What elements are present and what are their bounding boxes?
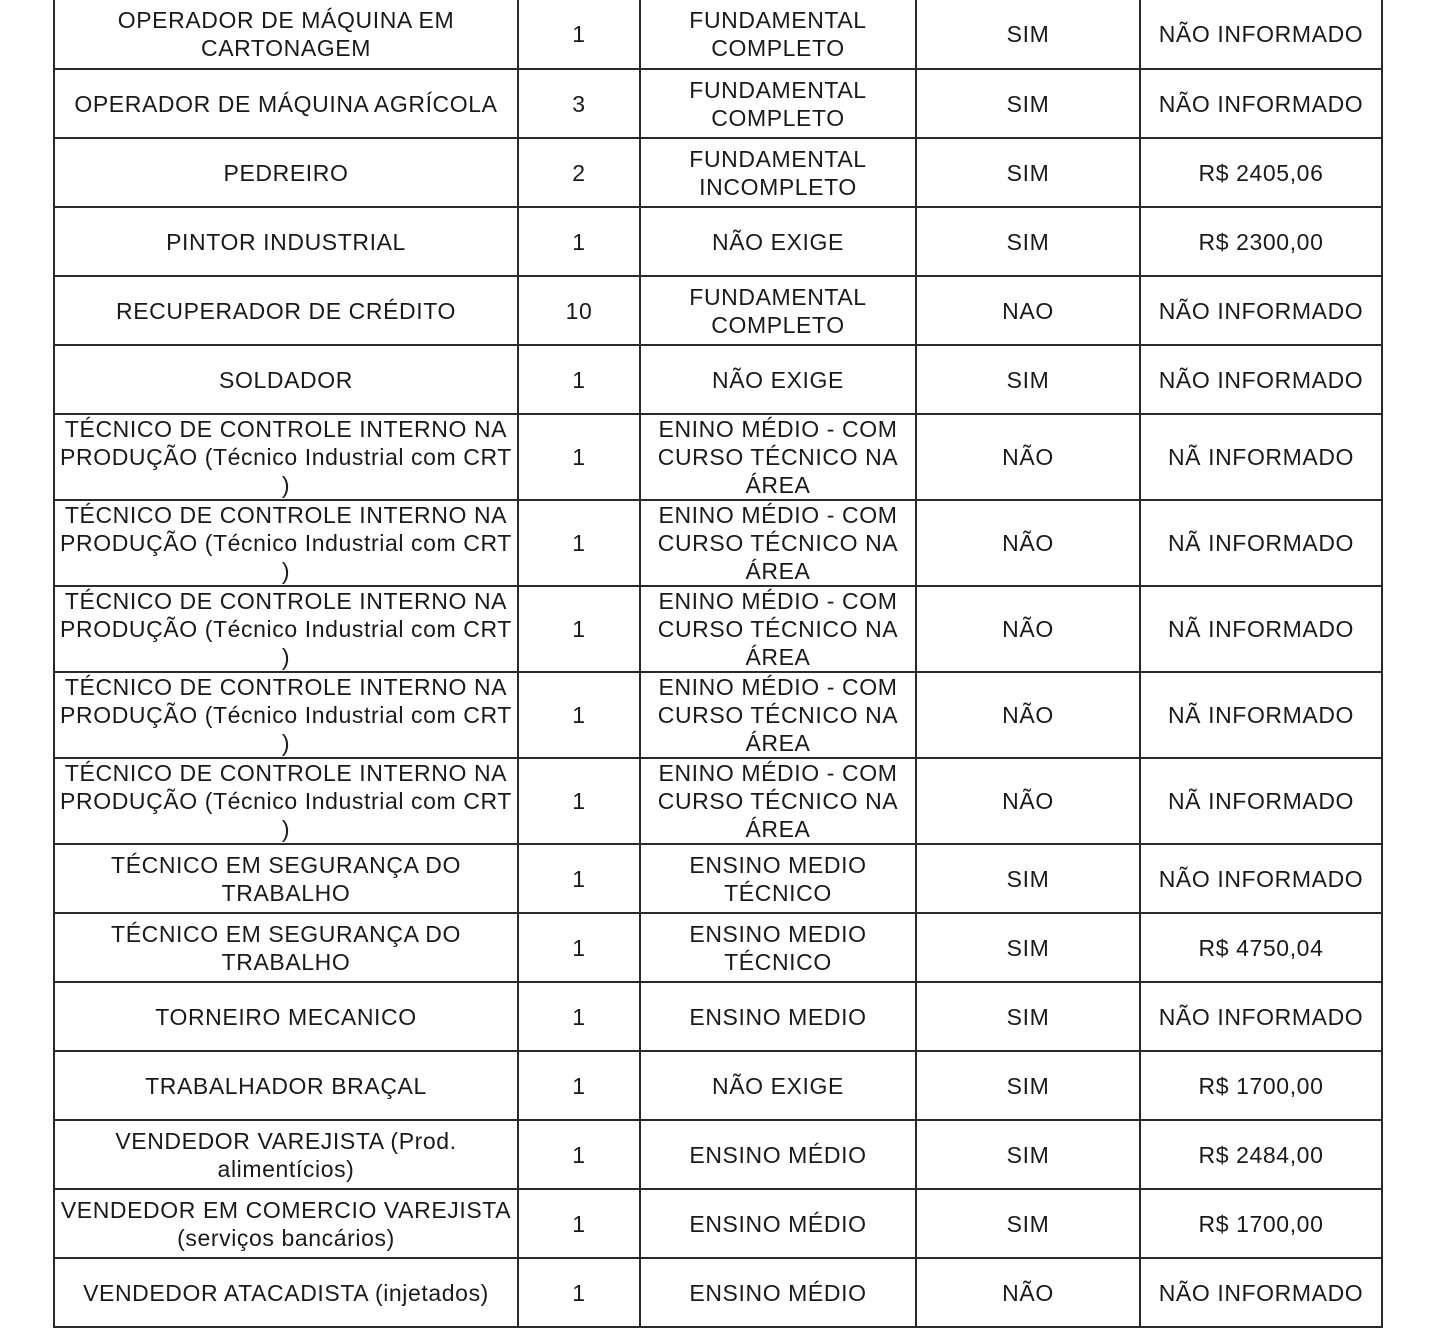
vacancies-cell <box>518 500 640 586</box>
table-row <box>54 138 1382 207</box>
salary-cell <box>1140 276 1382 345</box>
job-title-cell <box>54 1189 518 1258</box>
salary-cell-text: R$ 2300,00 <box>1198 228 1324 255</box>
salary-cell <box>1140 844 1382 913</box>
job-title-cell <box>54 758 518 844</box>
job-title-cell <box>54 345 518 414</box>
salary-cell-text: R$ 1700,00 <box>1198 1072 1324 1099</box>
education-cell-text: FUNDAMENTAL COMPLETO <box>689 7 867 61</box>
experience-cell <box>916 1120 1140 1189</box>
vacancies-cell <box>518 414 640 500</box>
vacancies-cell <box>518 586 640 672</box>
vacancies-cell <box>518 672 640 758</box>
education-cell-text: FUNDAMENTAL COMPLETO <box>689 76 867 131</box>
education-cell-text: FUNDAMENTAL COMPLETO <box>689 283 867 338</box>
education-cell-text: ENSINO MÉDIO <box>689 1279 867 1306</box>
table-row <box>54 982 1382 1051</box>
table-row <box>54 672 1382 758</box>
salary-cell <box>1140 207 1382 276</box>
job-title-cell <box>54 586 518 672</box>
salary-cell <box>1140 672 1382 758</box>
job-title-cell-text: RECUPERADOR DE CRÉDITO <box>116 297 456 324</box>
table-row <box>54 913 1382 982</box>
vacancies-cell-text: 1 <box>572 444 586 470</box>
education-cell-text: NÃO EXIGE <box>712 1072 844 1099</box>
vacancies-cell-text: 1 <box>572 702 586 728</box>
experience-cell <box>916 586 1140 672</box>
experience-cell-text: SIM <box>1006 366 1050 393</box>
table-row <box>54 758 1382 844</box>
salary-cell-text: NÃO INFORMADO <box>1158 1279 1364 1306</box>
education-cell-text: ENINO MÉDIO - COM CURSO TÉCNICO NA ÁREA <box>657 502 899 584</box>
vacancies-cell <box>518 1051 640 1120</box>
vacancies-cell <box>518 1189 640 1258</box>
experience-cell-text: NÃO <box>1002 788 1054 814</box>
vacancies-cell-text: 10 <box>565 297 593 324</box>
experience-cell <box>916 414 1140 500</box>
experience-cell-text: SIM <box>1006 934 1050 961</box>
experience-cell-text: NAO <box>1002 297 1054 324</box>
education-cell <box>640 138 916 207</box>
salary-cell-text: NÃO INFORMADO <box>1158 297 1364 324</box>
experience-cell-text: SIM <box>1006 865 1050 892</box>
vacancies-cell-text: 1 <box>572 21 586 47</box>
job-title-cell <box>54 276 518 345</box>
vacancies-cell <box>518 1120 640 1189</box>
experience-cell <box>916 758 1140 844</box>
table-row <box>54 586 1382 672</box>
table-row <box>54 1051 1382 1120</box>
table-row <box>54 0 1382 69</box>
vacancies-cell <box>518 1258 640 1327</box>
experience-cell <box>916 207 1140 276</box>
job-title-cell-text: TÉCNICO DE CONTROLE INTERNO NA PRODUÇÃO (Técnico Industrial com CRT ) <box>60 588 512 670</box>
vacancies-cell-text: 1 <box>572 616 586 642</box>
salary-cell-text: NÃO INFORMADO <box>1158 1003 1364 1030</box>
education-cell-text: ENSINO MEDIO TÉCNICO <box>689 851 867 906</box>
education-cell-text: FUNDAMENTAL INCOMPLETO <box>689 145 867 200</box>
job-title-cell-text: VENDEDOR VAREJISTA (Prod. alimentícios) <box>115 1127 457 1182</box>
vacancies-cell-text: 2 <box>572 159 586 186</box>
education-cell <box>640 1189 916 1258</box>
job-title-cell-text: TÉCNICO EM SEGURANÇA DO TRABALHO <box>111 920 461 975</box>
salary-cell-text: NÃO INFORMADO <box>1158 865 1364 892</box>
job-title-cell <box>54 1051 518 1120</box>
education-cell <box>640 1258 916 1327</box>
table-row <box>54 207 1382 276</box>
experience-cell <box>916 500 1140 586</box>
vacancies-cell-text: 1 <box>572 788 586 814</box>
table-row <box>54 500 1382 586</box>
salary-cell <box>1140 1051 1382 1120</box>
job-title-cell-text: OPERADOR DE MÁQUINA AGRÍCOLA <box>74 90 498 117</box>
job-title-cell <box>54 1258 518 1327</box>
education-cell <box>640 913 916 982</box>
job-title-cell-text: TÉCNICO DE CONTROLE INTERNO NA PRODUÇÃO (Técnico Industrial com CRT ) <box>60 674 512 756</box>
education-cell <box>640 672 916 758</box>
salary-cell <box>1140 758 1382 844</box>
experience-cell <box>916 345 1140 414</box>
salary-cell-text: NÃO INFORMADO <box>1158 21 1364 47</box>
salary-cell <box>1140 1189 1382 1258</box>
experience-cell <box>916 982 1140 1051</box>
job-title-cell <box>54 207 518 276</box>
salary-cell-text: NÃ INFORMADO <box>1167 530 1355 556</box>
education-cell <box>640 982 916 1051</box>
education-cell-text: NÃO EXIGE <box>712 366 844 393</box>
vacancies-cell-text: 1 <box>572 228 586 255</box>
job-title-cell-text: PEDREIRO <box>223 159 349 186</box>
experience-cell <box>916 0 1140 69</box>
salary-cell-text: NÃO INFORMADO <box>1158 90 1364 117</box>
vacancies-cell-text: 1 <box>572 1210 586 1237</box>
job-title-cell <box>54 982 518 1051</box>
education-cell <box>640 1120 916 1189</box>
vacancies-cell <box>518 345 640 414</box>
education-cell-text: ENSINO MÉDIO <box>689 1141 867 1168</box>
table-body <box>54 0 1382 1327</box>
education-cell-text: ENINO MÉDIO - COM CURSO TÉCNICO NA ÁREA <box>657 588 899 670</box>
experience-cell <box>916 672 1140 758</box>
experience-cell <box>916 138 1140 207</box>
job-title-cell <box>54 0 518 69</box>
salary-cell-text: R$ 4750,04 <box>1198 934 1324 961</box>
job-title-cell <box>54 414 518 500</box>
salary-cell <box>1140 500 1382 586</box>
education-cell <box>640 844 916 913</box>
education-cell-text: ENINO MÉDIO - COM CURSO TÉCNICO NA ÁREA <box>657 674 899 756</box>
salary-cell <box>1140 1258 1382 1327</box>
experience-cell-text: SIM <box>1006 1003 1050 1030</box>
table-row <box>54 1120 1382 1189</box>
experience-cell-text: NÃO <box>1002 444 1054 470</box>
salary-cell <box>1140 913 1382 982</box>
vacancies-cell-text: 1 <box>572 366 586 393</box>
education-cell <box>640 345 916 414</box>
salary-cell <box>1140 345 1382 414</box>
vacancies-cell-text: 1 <box>572 934 586 961</box>
job-vacancies-table <box>53 0 1383 1328</box>
salary-cell <box>1140 138 1382 207</box>
table-row <box>54 414 1382 500</box>
vacancies-cell <box>518 844 640 913</box>
experience-cell <box>916 844 1140 913</box>
job-title-cell <box>54 1120 518 1189</box>
vacancies-cell-text: 1 <box>572 1141 586 1168</box>
vacancies-cell <box>518 276 640 345</box>
job-title-cell-text: PINTOR INDUSTRIAL <box>166 228 406 255</box>
experience-cell <box>916 913 1140 982</box>
job-title-cell-text: SOLDADOR <box>219 366 353 393</box>
experience-cell <box>916 276 1140 345</box>
table-row <box>54 69 1382 138</box>
experience-cell-text: SIM <box>1006 21 1050 47</box>
job-title-cell <box>54 844 518 913</box>
vacancies-cell-text: 1 <box>572 1003 586 1030</box>
vacancies-cell <box>518 913 640 982</box>
experience-cell <box>916 1051 1140 1120</box>
job-title-cell <box>54 500 518 586</box>
vacancies-cell <box>518 138 640 207</box>
salary-cell-text: NÃ INFORMADO <box>1167 616 1355 642</box>
experience-cell-text: SIM <box>1006 159 1050 186</box>
job-title-cell-text: VENDEDOR EM COMERCIO VAREJISTA (serviços bancários) <box>60 1196 512 1251</box>
salary-cell-text: NÃ INFORMADO <box>1167 444 1355 470</box>
job-title-cell-text: TORNEIRO MECANICO <box>155 1003 417 1030</box>
experience-cell <box>916 1189 1140 1258</box>
vacancies-cell <box>518 758 640 844</box>
experience-cell <box>916 69 1140 138</box>
experience-cell-text: SIM <box>1006 1072 1050 1099</box>
education-cell <box>640 586 916 672</box>
experience-cell-text: SIM <box>1006 1210 1050 1237</box>
education-cell <box>640 276 916 345</box>
vacancies-cell-text: 3 <box>572 90 586 117</box>
education-cell <box>640 758 916 844</box>
salary-cell <box>1140 982 1382 1051</box>
table-row <box>54 1258 1382 1327</box>
vacancies-cell <box>518 207 640 276</box>
education-cell-text: ENINO MÉDIO - COM CURSO TÉCNICO NA ÁREA <box>657 416 899 498</box>
salary-cell <box>1140 69 1382 138</box>
vacancies-cell <box>518 0 640 69</box>
vacancies-cell <box>518 69 640 138</box>
job-title-cell <box>54 913 518 982</box>
job-title-cell-text: VENDEDOR ATACADISTA (injetados) <box>83 1279 489 1306</box>
table-row <box>54 1189 1382 1258</box>
experience-cell-text: NÃO <box>1002 530 1054 556</box>
experience-cell <box>916 1258 1140 1327</box>
job-title-cell-text: TRABALHADOR BRAÇAL <box>145 1072 427 1099</box>
salary-cell <box>1140 414 1382 500</box>
salary-cell <box>1140 586 1382 672</box>
table-row <box>54 276 1382 345</box>
salary-cell <box>1140 0 1382 69</box>
education-cell <box>640 0 916 69</box>
experience-cell-text: NÃO <box>1002 616 1054 642</box>
vacancies-cell-text: 1 <box>572 530 586 556</box>
salary-cell-text: R$ 1700,00 <box>1198 1210 1324 1237</box>
job-title-cell-text: OPERADOR DE MÁQUINA EM CARTONAGEM <box>117 7 455 61</box>
job-listing-page <box>53 0 1381 1328</box>
education-cell <box>640 207 916 276</box>
education-cell <box>640 1051 916 1120</box>
experience-cell-text: NÃO <box>1002 1279 1054 1306</box>
salary-cell-text: R$ 2484,00 <box>1198 1141 1324 1168</box>
vacancies-cell-text: 1 <box>572 865 586 892</box>
table-row <box>54 345 1382 414</box>
job-title-cell <box>54 138 518 207</box>
vacancies-cell-text: 1 <box>572 1279 586 1306</box>
salary-cell-text: NÃO INFORMADO <box>1158 366 1364 393</box>
education-cell <box>640 414 916 500</box>
education-cell-text: ENINO MÉDIO - COM CURSO TÉCNICO NA ÁREA <box>657 760 899 842</box>
table-row <box>54 844 1382 913</box>
vacancies-cell <box>518 982 640 1051</box>
experience-cell-text: SIM <box>1006 1141 1050 1168</box>
salary-cell-text: R$ 2405,06 <box>1198 159 1324 186</box>
education-cell-text: ENSINO MEDIO TÉCNICO <box>689 920 867 975</box>
job-title-cell <box>54 69 518 138</box>
education-cell <box>640 500 916 586</box>
experience-cell-text: SIM <box>1006 228 1050 255</box>
job-title-cell-text: TÉCNICO DE CONTROLE INTERNO NA PRODUÇÃO (Técnico Industrial com CRT ) <box>60 416 512 498</box>
job-title-cell-text: TÉCNICO DE CONTROLE INTERNO NA PRODUÇÃO (Técnico Industrial com CRT ) <box>60 760 512 842</box>
salary-cell-text: NÃ INFORMADO <box>1167 788 1355 814</box>
salary-cell-text: NÃ INFORMADO <box>1167 702 1355 728</box>
education-cell <box>640 69 916 138</box>
job-title-cell-text: TÉCNICO EM SEGURANÇA DO TRABALHO <box>111 851 461 906</box>
experience-cell-text: SIM <box>1006 90 1050 117</box>
education-cell-text: ENSINO MÉDIO <box>689 1210 867 1237</box>
vacancies-cell-text: 1 <box>572 1072 586 1099</box>
education-cell-text: NÃO EXIGE <box>712 228 844 255</box>
education-cell-text: ENSINO MEDIO <box>689 1003 867 1030</box>
experience-cell-text: NÃO <box>1002 702 1054 728</box>
job-title-cell-text: TÉCNICO DE CONTROLE INTERNO NA PRODUÇÃO (Técnico Industrial com CRT ) <box>60 502 512 584</box>
salary-cell <box>1140 1120 1382 1189</box>
job-title-cell <box>54 672 518 758</box>
